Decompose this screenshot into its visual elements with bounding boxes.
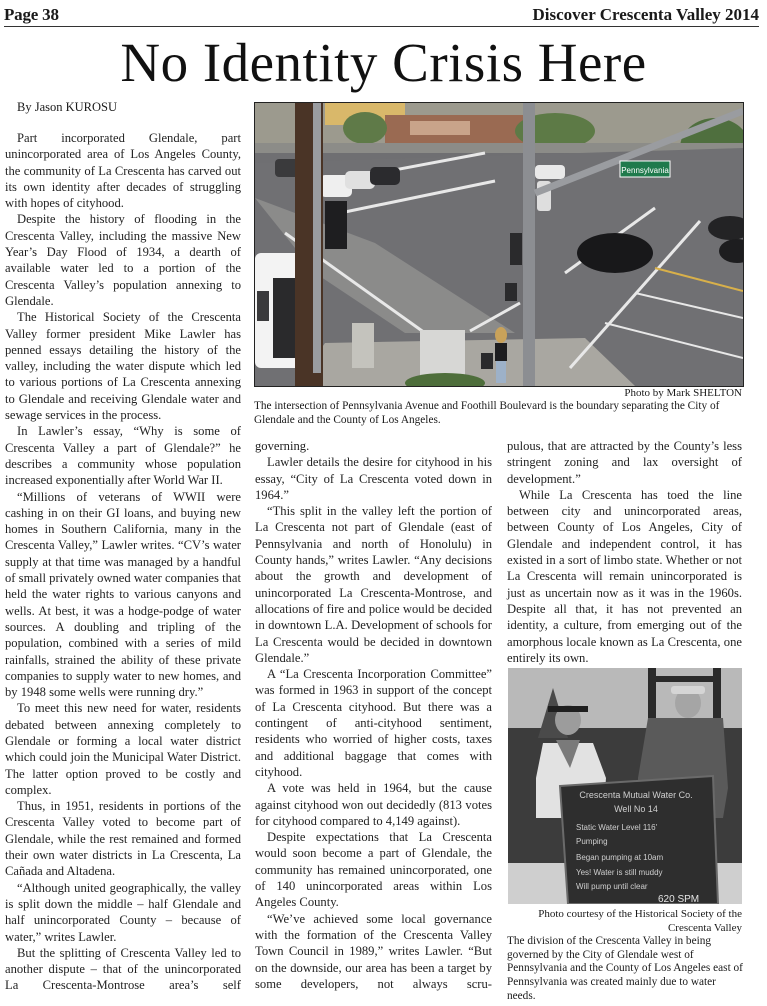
page-number: Page 38	[4, 5, 59, 24]
chalk-line: Static Water Level 116'	[576, 823, 658, 832]
building-front	[410, 121, 470, 135]
historical-illustration	[508, 668, 742, 904]
tree	[343, 112, 387, 144]
signal-pole	[313, 103, 321, 373]
historical-photo	[508, 668, 742, 904]
article-column-1	[5, 130, 241, 994]
pedestrian-head	[495, 327, 507, 343]
publication-title: Discover Crescenta Valley 2014	[532, 5, 759, 24]
byline: By Jason KUROSU	[17, 100, 118, 114]
chalk-line: Pumping	[576, 837, 608, 846]
paragraph: “Millions of veterans of WWII were cashing in on their GI loans, and buying new homes in Southern California, many in the Crescenta Valley,” Lawler writes. “CV’s water supply at that time was managed by a handful of small privately owned water companies that held the water rights to various canyons and wells. At best, it was a hodge-podge of water sources. A doubling and tripling of the population, combined with a series of mild rainfalls, strained the ability of these private companies to supply water to new homes, and by 1948 some wells were running dry.”	[5, 489, 241, 700]
man-left-hair	[548, 706, 588, 712]
paragraph: Despite expectations that La Crescenta would soon become a part of Glendale, the community has remained unincorporated, one of 140 unincorporated areas within Los Angeles County.	[255, 830, 492, 910]
derrick-crossbar	[648, 676, 721, 682]
barrier-wall	[420, 330, 465, 380]
photo-caption: The division of the Crescenta Valley in being governed by the City of Glendale west of Pennsylvania and the County of Los Angeles east of Pennsylvania was created mainly due to water needs.	[507, 935, 743, 1002]
paragraph: A “La Crescenta Incorporation Committee” was formed in 1963 in support of the concept of La Crescenta cityhood. But there was a contingent of anti-cityhood sentiment, residents who worried of higher costs, taxes and additional baggage that comes with cityhood.	[255, 667, 492, 779]
chalk-line: Will pump until clear	[576, 882, 648, 891]
paragraph: Thus, in 1951, residents in portions of the Crescenta Valley voted to become part of Glendale, while the rest remained and formed their own water districts in La Crescenta, La Cañada and Altadena.	[5, 799, 241, 879]
car	[370, 167, 400, 185]
chalk-line: Began pumping at 10am	[576, 853, 664, 862]
utility-box	[352, 323, 374, 368]
paragraph: “This split in the valley left the portion of La Crescenta not part of Glendale (east of Pennsylvania and north of Honolulu) in County hands,” writes Lawler. “Any decisions about the growth and development of unincorporated La Crescenta-Montrose, and allocations of fire and police would be decided in downtown L.A. Development of schools for La Crescenta would be decided in downtown Glendale.”	[255, 504, 492, 665]
paragraph: “Although united geographically, the valley is split down the middle – half Glendale and half unincorporated County – because of water,” writes Lawler.	[5, 880, 241, 944]
pedestrian-torso	[495, 343, 507, 361]
paragraph: “We’ve achieved some local governance with the formation of the Crescenta Valley Town Council in 1989,” writes Lawler. “But on the downside, our area has been a target by some developers, not always scru-	[255, 911, 492, 991]
paragraph: Part incorporated Glendale, part unincorporated area of Los Angeles County, the community of La Crescenta has carved out its own identity after decades of struggling with hopes of cityhood.	[5, 131, 241, 211]
signal-pole-main	[523, 103, 535, 386]
photo-credit: Photo courtesy of the Historical Society of the Crescenta Valley	[538, 908, 742, 934]
chalk-line: Crescenta Mutual Water Co.	[579, 790, 693, 800]
pedestrian-legs	[496, 361, 506, 383]
black-car	[577, 233, 653, 273]
paragraph: To meet this new need for water, residents debated between annexing completely to Glendale or forming a local water district which could join the Municipal Water District. The latter option proved to be costly and complex.	[5, 701, 241, 797]
chalk-line: 620 SPM	[658, 894, 700, 904]
street-sign-text: Pennsylvania	[621, 166, 669, 175]
article-column-2	[255, 438, 492, 992]
car	[535, 165, 565, 179]
intersection-illustration	[255, 103, 743, 386]
photo-credit: Photo by Mark SHELTON	[624, 387, 742, 399]
man-right-hat	[671, 686, 705, 694]
chalk-line: Yes! Water is still muddy	[576, 868, 663, 877]
paragraph: The Historical Society of the Crescenta Valley former president Mike Lawler has penned essays detailing the history of the valley, including the water dispute which led to various portions of La Crescenta annexing to Glendale and receiving Glendale water and sewage services in the process.	[5, 310, 241, 423]
stroller	[481, 353, 493, 369]
paragraph: Lawler details the desire for cityhood in his essay, “City of La Crescenta voted down in 1964.”	[255, 455, 492, 502]
paragraph: But the splitting of Crescenta Valley led to another dispute – that of the unincorporated La Crescenta-Montrose area’s self	[5, 945, 241, 993]
bus-door	[273, 278, 295, 358]
pedestrian-signal	[510, 233, 522, 265]
traffic-signal	[325, 201, 347, 249]
paragraph: governing.	[255, 439, 310, 453]
paragraph: A vote was held in 1964, but the cause against cityhood won out decidedly (813 votes for cityhood compared to 4,149 against).	[255, 781, 492, 828]
intersection-photo	[254, 102, 744, 387]
photo-caption: The intersection of Pennsylvania Avenue and Foothill Boulevard is the boundary separating the City of Glendale and the County of Los Angeles.	[254, 400, 720, 426]
push-button-box	[505, 283, 517, 301]
paragraph: Despite the history of flooding in the Crescenta Valley, including the massive New Year’s Day Flood of 1934, a dearth of available water led to a portion of the Crescenta Valley’s population annexing to Glendale.	[5, 212, 241, 308]
bus-window	[257, 291, 269, 321]
page-header	[4, 2, 759, 27]
paragraph: In Lawler’s essay, “Why is some of Crescenta Valley a part of Glendale?” he describes a community whose population increased exponentially after World War II.	[5, 424, 241, 488]
article-column-3	[507, 438, 742, 666]
headline: No Identity Crisis Here	[120, 32, 647, 93]
paragraph: While La Crescenta has toed the line between city and unincorporated areas, between County of Los Angeles, City of Glendale and independent control, it has existed in a sort of limbo state. Whether or not La Crescenta will remain unincorporated is just as uncertain now as it was in the 1960s. Despite all that, it has not prevented an identity, a culture, from emerging out of the amorphous locale known as La Crescenta, one entirely its own.	[507, 487, 742, 665]
chalk-line: Well No 14	[614, 804, 658, 814]
paragraph: pulous, that are attracted by the County’s less stringent zoning and lax oversight of development.”	[507, 439, 742, 486]
